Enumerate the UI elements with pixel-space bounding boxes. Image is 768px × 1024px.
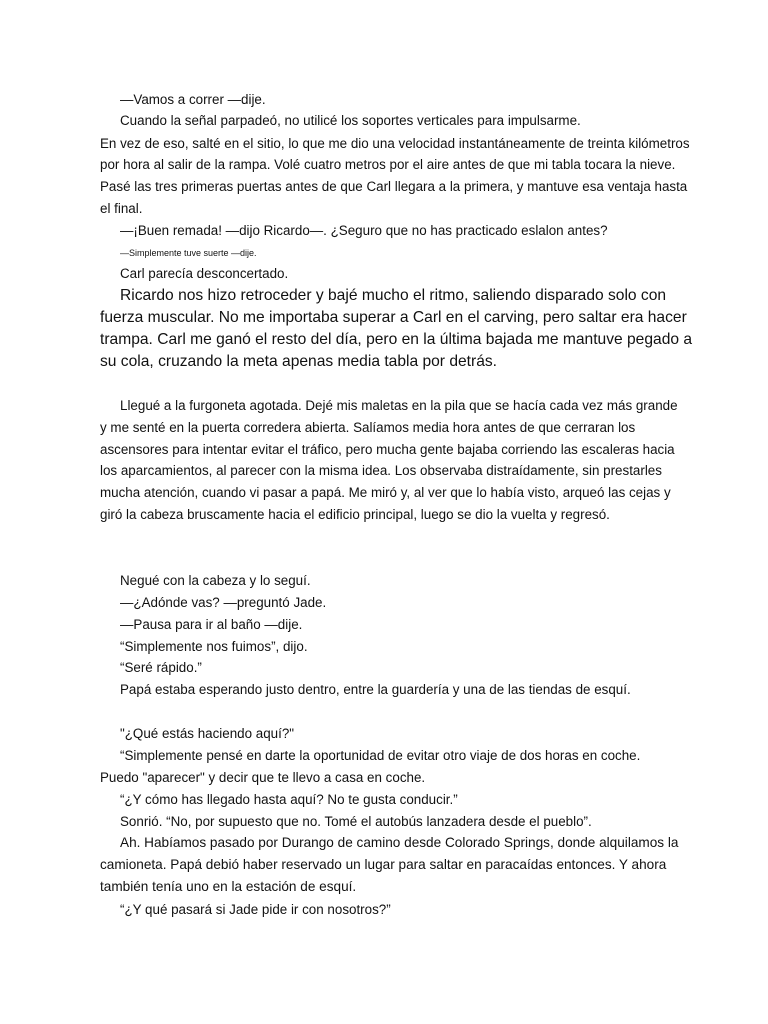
text-line: —Pausa para ir al baño —dije. (120, 617, 303, 632)
text-line: por hora al salir de la rampa. Volé cuatro metros por el aire antes de que mi tabla tocara la nieve. (100, 157, 676, 172)
text-line: —¿Adónde vas? —preguntó Jade. (120, 595, 327, 610)
text-line: también tenía uno en la estación de esquí. (100, 879, 357, 894)
text-line: Ricardo nos hizo retroceder y bajé mucho el ritmo, saliendo disparado solo con (120, 287, 667, 304)
text-line: Puedo "aparecer" y decir que te llevo a casa en coche. (100, 770, 426, 785)
text-line: los aparcamientos, al parecer con la misma idea. Los observaba distraídamente, sin prestarles (100, 463, 662, 478)
text-line: Pasé las tres primeras puertas antes de que Carl llegara a la primera, y mantuve esa ventaja hasta (100, 179, 688, 194)
text-line: mucha atención, cuando vi pasar a papá. Me miró y, al ver que lo había visto, arqueó las cejas y (100, 485, 671, 500)
text-line: ascensores para intentar evitar el tráfico, pero mucha gente bajaba corriendo las escaleras hacia (100, 442, 675, 457)
text-line: Cuando la señal parpadeó, no utilicé los soportes verticales para impulsarme. (120, 113, 581, 128)
text-line: En vez de eso, salté en el sitio, lo que me dio una velocidad instantáneamente de treinta kilómetros (100, 136, 690, 151)
text-line: Llegué a la furgoneta agotada. Dejé mis maletas en la pila que se hacía cada vez más grande (120, 398, 678, 413)
text-line: Ah. Habíamos pasado por Durango de camino desde Colorado Springs, donde alquilamos la (120, 835, 679, 850)
text-line: “Simplemente pensé en darte la oportunidad de evitar otro viaje de dos horas en coche. (120, 748, 641, 763)
text-line: “¿Y qué pasará si Jade pide ir con nosotros?” (120, 902, 391, 917)
text-line: Sonrió. “No, por supuesto que no. Tomé el autobús lanzadera desde el pueblo”. (120, 814, 592, 829)
text-line: “Simplemente nos fuimos”, dijo. (120, 639, 308, 654)
text-line: su cola, cruzando la meta apenas media tabla por detrás. (100, 353, 498, 370)
text-line: —¡Buen remada! —dijo Ricardo—. ¿Seguro que no has practicado eslalon antes? (120, 223, 608, 238)
text-line: Negué con la cabeza y lo seguí. (120, 573, 311, 588)
text-line: el final. (100, 201, 143, 216)
text-line: —Vamos a correr —dije. (120, 92, 266, 107)
text-line: Papá estaba esperando justo dentro, entre la guardería y una de las tiendas de esquí. (120, 682, 631, 697)
text-line: "¿Qué estás haciendo aquí?" (120, 726, 295, 741)
text-line: —Simplemente tuve suerte —dije. (120, 248, 257, 258)
text-line: fuerza muscular. No me importaba superar a Carl en el carving, pero saltar era hacer (100, 309, 687, 326)
text-line: “¿Y cómo has llegado hasta aquí? No te gusta conducir.” (120, 792, 458, 807)
text-line: “Seré rápido.” (120, 660, 202, 675)
text-line: Carl parecía desconcertado. (120, 266, 289, 281)
text-line: camioneta. Papá debió haber reservado un lugar para saltar en paracaídas entonces. Y ahora (100, 857, 667, 872)
text-line: y me senté en la puerta corredera abierta. Salíamos media hora antes de que cerraran los (100, 420, 636, 435)
text-line: trampa. Carl me ganó el resto del día, pero en la última bajada me mantuve pegado a (100, 331, 693, 348)
text-line: giró la cabeza bruscamente hacia el edificio principal, luego se dio la vuelta y regresó. (100, 507, 610, 522)
